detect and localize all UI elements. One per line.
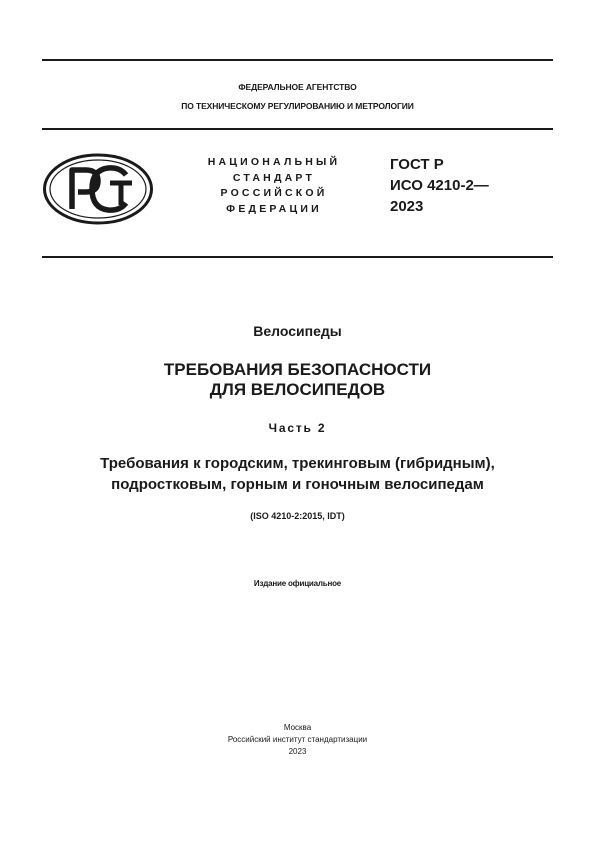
designation-line-1: ГОСТ Р: [390, 156, 444, 173]
rst-conformity-mark-icon: [42, 153, 154, 225]
national-standard-label: [186, 155, 362, 217]
document-subject: Велосипеды: [253, 323, 342, 339]
title-line-2: ДЛЯ ВЕЛОСИПЕДОВ: [209, 380, 386, 399]
subtitle-line-2: подростковым, горным и гоночным велосипедам: [111, 476, 484, 493]
masthead-bottom-rule: [42, 256, 553, 258]
document-subtitle: [0, 453, 595, 495]
document-title: [0, 360, 595, 400]
title-line-1: ТРЕБОВАНИЯ БЕЗОПАСНОСТИ: [163, 360, 432, 379]
top-rule: [42, 59, 553, 61]
designation-line-2: ИСО 4210-2—: [390, 177, 489, 194]
national-line-1: НАЦИОНАЛЬНЫЙ: [207, 156, 341, 168]
subtitle-line-1: Требования к городским, трекинговым (гибридным),: [100, 455, 495, 472]
header-rule: [42, 128, 553, 130]
document-part: Часть 2: [268, 421, 327, 435]
rst-logo: [42, 153, 154, 225]
footer-publisher: Российский институт стандартизации: [227, 735, 368, 744]
national-line-3: РОССИЙСКОЙ: [220, 187, 328, 199]
standard-designation: [390, 154, 489, 217]
national-line-2: СТАНДАРТ: [232, 171, 316, 184]
publication-footer: [0, 722, 595, 758]
designation-line-3: 2023: [390, 198, 424, 215]
iso-reference: (ISO 4210-2:2015, IDT): [250, 511, 345, 521]
official-edition-label: Издание официальное: [253, 579, 342, 588]
agency-line-2: ПО ТЕХНИЧЕСКОМУ РЕГУЛИРОВАНИЮ И МЕТРОЛОГИИ: [181, 101, 414, 111]
agency-line-1: ФЕДЕРАЛЬНОЕ АГЕНТСТВО: [238, 82, 357, 92]
national-line-4: ФЕДЕРАЦИИ: [226, 202, 322, 215]
footer-city: Москва: [283, 723, 312, 732]
footer-year: 2023: [288, 747, 307, 756]
